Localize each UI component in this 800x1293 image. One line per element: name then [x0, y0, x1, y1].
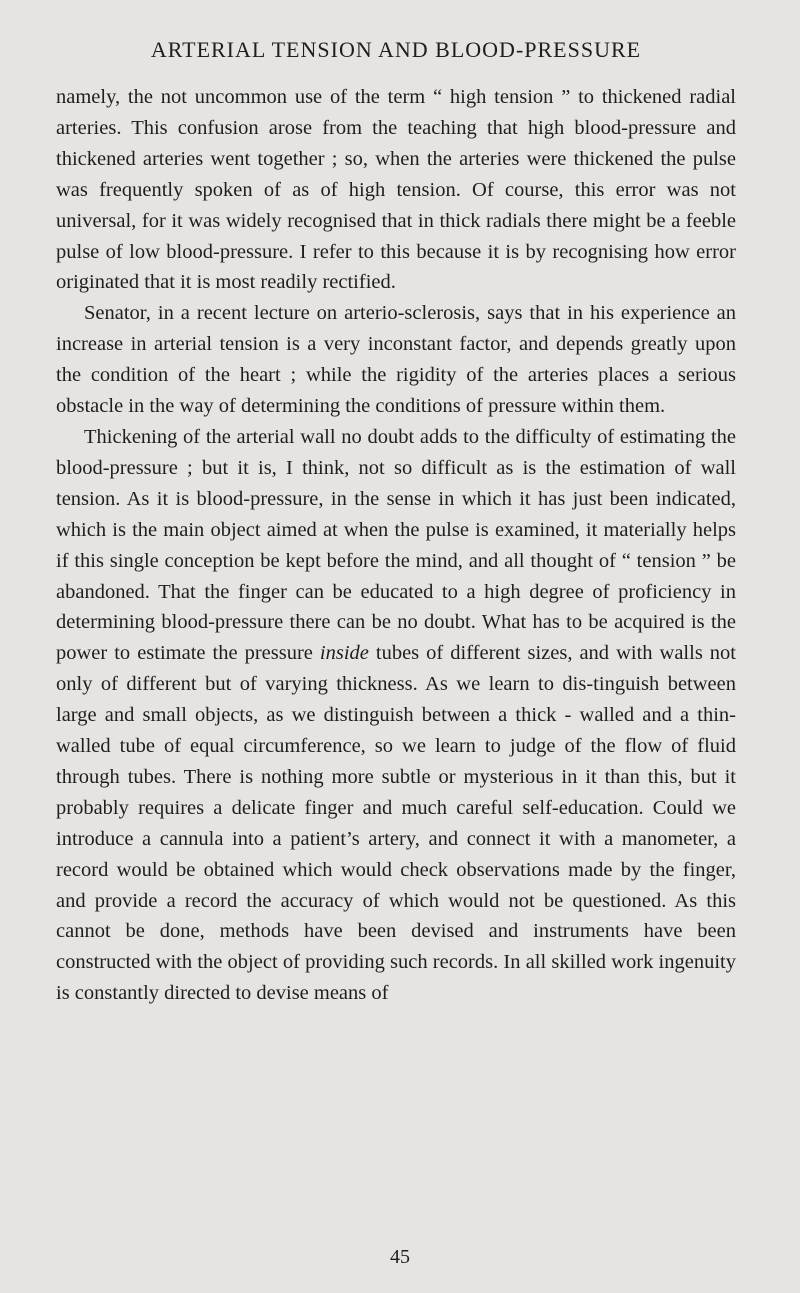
paragraph-3-text-b: tubes of different sizes, and with walls not only of different but of varying thickness. As we learn to dis-tinguish between large and small objects, as we distinguish between a thick - walled and a thin-walled tube of equal circumference, so we learn to judge of the flow of fluid through tubes. There is nothing more subtle or mysterious in it than this, but it probably requires a delicate finger and much careful self-education. Could we introduce a cannula into a patient’s artery, and connect it with a manometer, a record would be obtained which would check observations made by the finger, and provide a record the accuracy of which would not be questioned. As this cannot be done, methods have been devised and instruments have been constructed with the object of providing such records. In all skilled work ingenuity is constantly directed to devise means of	[56, 642, 736, 1005]
paragraph-2: Senator, in a recent lecture on arterio-sclerosis, says that in his experience an increase in arterial tension is a very inconstant factor, and depends greatly upon the condition of the heart ; while the rigidity of the arteries places a serious obstacle in the way of determining the conditions of pressure within them.	[56, 302, 736, 418]
body-text	[56, 82, 736, 1009]
paragraph-1: namely, the not uncommon use of the term “ high tension ” to thickened radial arteries. This confusion arose from the teaching that high blood-pressure and thickened arteries went together ; so, when the arteries were thickened the pulse was frequently spoken of as of high tension. Of course, this error was not universal, for it was widely recognised that in thick radials there might be a feeble pulse of low blood-pressure. I refer to this because it is by recognising how error originated that it is most readily rectified.	[56, 86, 736, 294]
paragraph-3-text-a: Thickening of the arterial wall no doubt adds to the difficulty of estimating the blood-pressure ; but it is, I think, not so difficult as is the estimation of wall tension. As it is blood-pressure, in the sense in which it has just been indicated, which is the main object aimed at when the pulse is examined, it materially helps if this single conception be kept before the mind, and all thought of “ tension ” be abandoned. That the finger can be educated to a high degree of proficiency in determining blood-pressure there can be no doubt. What has to be acquired is the power to estimate the pressure	[56, 425, 736, 665]
page-number: 45	[390, 1246, 410, 1268]
emphasis-inside: inside	[319, 642, 369, 665]
paragraph-3	[56, 422, 736, 1009]
running-head: ARTERIAL TENSION AND BLOOD-PRESSURE	[150, 37, 642, 62]
